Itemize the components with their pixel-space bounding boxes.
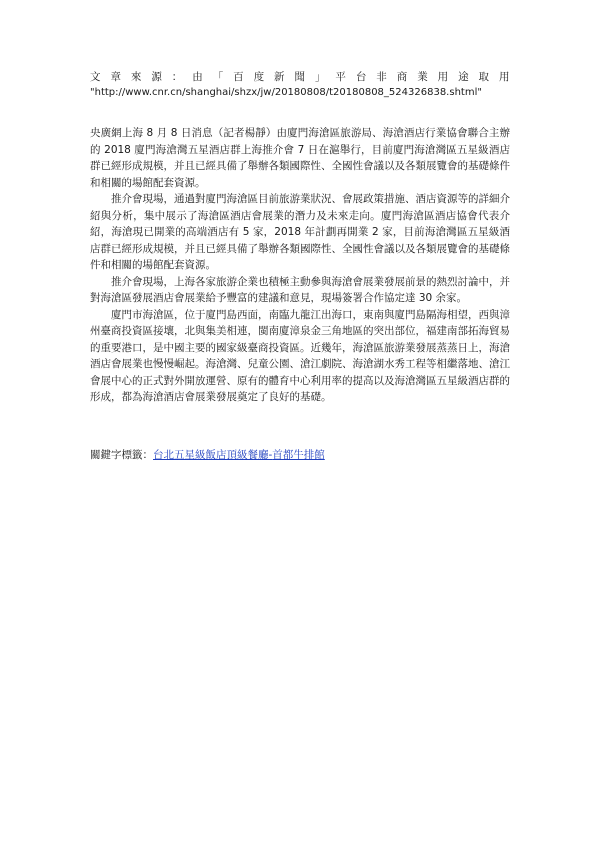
paragraph-2: 推介會現場，通過對廈門海滄區目前旅游業狀況、會展政策措施、酒店資源等的詳細介紹與分析，集中展示了海滄區酒店會展業的潛力及未來走向。廈門海滄區酒店協會代表介紹，海滄現已開業的高端酒店有 5 家，2018 年計劃再開業 2 家，目前海滄灣區五星級酒店群已經形成規模，并且已經具備了舉辦各類國際性、全國性會議以及各類展覽會的基礎條件和相關的場館配套資源。 [90, 193, 510, 271]
article-page [90, 70, 510, 463]
keyword-link-steakhouse[interactable]: 首都牛排館 [272, 448, 325, 461]
article-body [90, 125, 510, 406]
source-block [90, 70, 510, 100]
paragraph-3: 推介會現場，上海各家旅游企業也積極主動參與海滄會展業發展前景的熱烈討論中，并對海滄區發展酒店會展業給予豐富的建議和意見，現場簽署合作協定達 30 余家。 [90, 275, 510, 304]
paragraph-4: 廈門市海滄區，位于廈門島西面，南臨九龍江出海口，東南與廈門島隔海相望，西與漳州臺商投資區接壤，北與集美相連，閩南廈漳泉金三角地區的突出部位，福建南部拓海貿易的重要港口，是中國主要的國家級臺商投資區。近幾年，海滄區旅游業發展蒸蒸日上，海滄酒店會展業也慢慢崛起。海滄灣、兒童公園、滄江劇院、海滄湖水秀工程等相繼落地、滄江會展中心的正式對外開放運營、原有的體育中心利用率的提高以及海滄灣區五星級酒店群的形成，都為海滄酒店會展業發展奠定了良好的基礎。 [90, 308, 510, 403]
source-url: "http://www.cnr.cn/shanghai/shzx/jw/20180808/t20180808_524326838.shtml" [90, 87, 482, 98]
paragraph-1: 央廣網上海 8 月 8 日消息（記者楊靜）由廈門海滄區旅游局、海滄酒店行業協會聯合主辦的 2018 廈門海滄灣五星酒店群上海推介會 7 日在滬舉行，目前廈門海滄灣區五星級酒店群已經形成規模，并且已經具備了舉辦各類國際性、全國性會議以及各類展覽會的基礎條件和相關的場館配套資源。 [90, 127, 510, 189]
keyword-link-hotel-restaurant[interactable]: 台北五星級飯店頂級餐廳 [153, 448, 269, 461]
source-label: 文章來源：由「百度新聞」平台非商業用途取用 [90, 71, 510, 83]
keyword-separator[interactable]: - [268, 448, 273, 461]
keyword-label: 關鍵字標籤： [90, 448, 153, 461]
keyword-tags [90, 448, 510, 463]
